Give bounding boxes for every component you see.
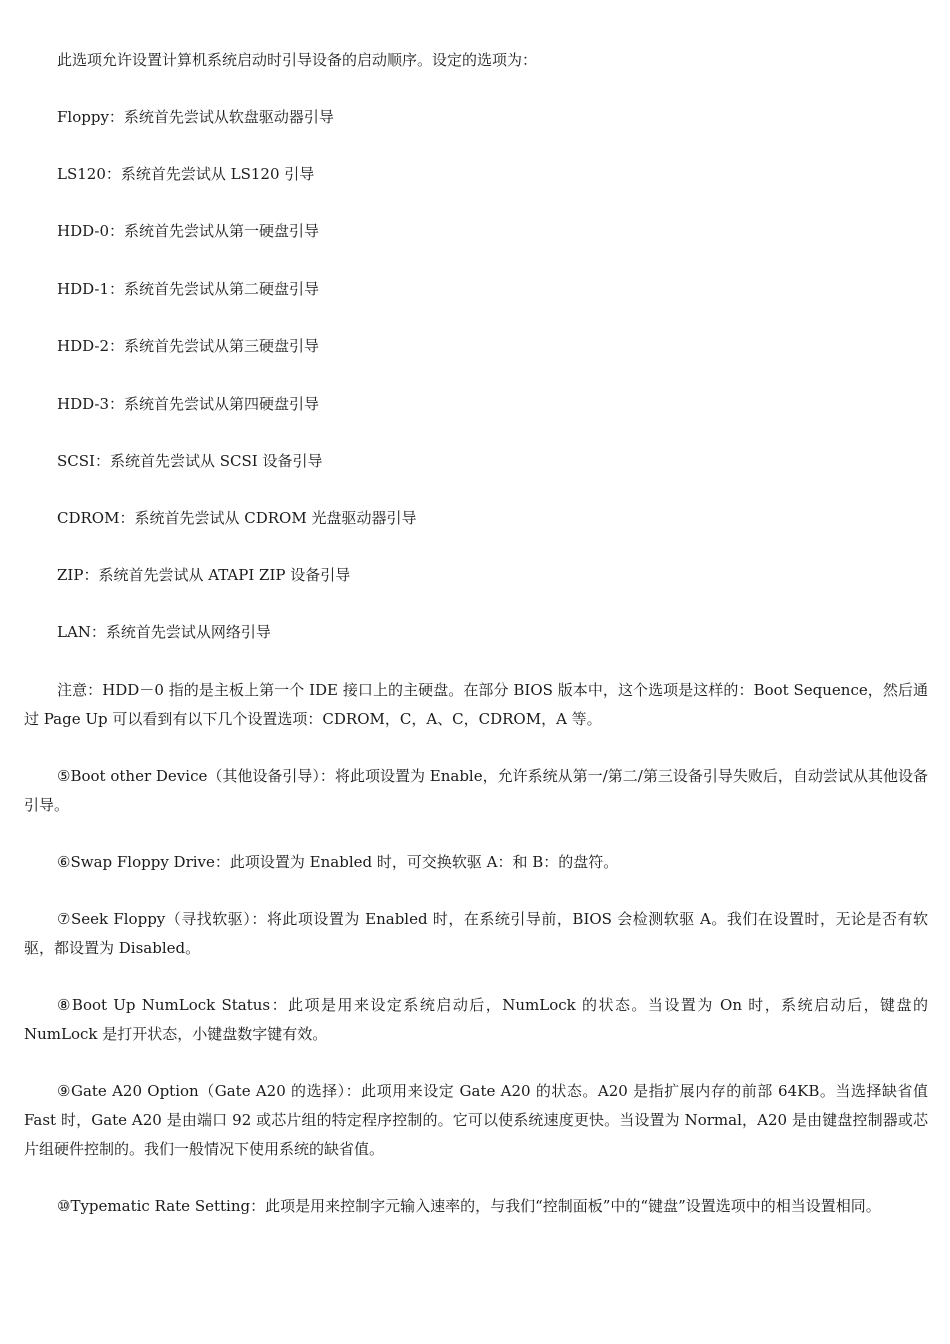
intro-text: 此选项允许设置计算机系统启动时引导设备的启动顺序。设定的选项为： [57, 51, 538, 69]
boot-option-zip: ZIP：系统首先尝试从 ATAPI ZIP 设备引导 [57, 566, 351, 584]
boot-option-hdd3: HDD-3：系统首先尝试从第四硬盘引导 [57, 395, 320, 413]
boot-option-hdd1: HDD-1：系统首先尝试从第二硬盘引导 [57, 280, 320, 298]
swap-floppy-paragraph: ⑥Swap Floppy Drive：此项设置为 Enabled 时，可交换软驱 A：和 B：的盘符。 [57, 853, 619, 871]
boot-option-hdd0: HDD-0：系统首先尝试从第一硬盘引导 [57, 222, 320, 240]
seek-floppy-paragraph: ⑦Seek Floppy（寻找软驱）：将此项设置为 Enabled 时，在系统引导前，BIOS 会检测软驱 A。我们在设置时，无论是否有软驱，都设置为 Disabled。 [24, 910, 928, 957]
typematic-rate-paragraph: ⑩Typematic Rate Setting：此项是用来控制字元输入速率的，与我们“控制面板”中的“键盘”设置选项中的相当设置相同。 [57, 1197, 881, 1215]
boot-option-cdrom: CDROM：系统首先尝试从 CDROM 光盘驱动器引导 [57, 509, 417, 527]
boot-other-device-paragraph: ⑤Boot other Device（其他设备引导）：将此项设置为 Enable，允许系统从第一/第二/第三设备引导失败后，自动尝试从其他设备引导。 [24, 767, 928, 814]
boot-option-scsi: SCSI：系统首先尝试从 SCSI 设备引导 [57, 452, 323, 470]
boot-option-floppy: Floppy：系统首先尝试从软盘驱动器引导 [57, 108, 334, 126]
boot-option-hdd2: HDD-2：系统首先尝试从第三硬盘引导 [57, 337, 320, 355]
numlock-status-paragraph: ⑧Boot Up NumLock Status：此项是用来设定系统启动后，NumLock 的状态。当设置为 On 时，系统启动后，键盘的 NumLock 是打开状态，小键盘数字键有效。 [24, 996, 928, 1043]
boot-option-lan: LAN：系统首先尝试从网络引导 [57, 623, 271, 641]
gate-a20-paragraph: ⑨Gate A20 Option（Gate A20 的选择）：此项用来设定 Gate A20 的状态。A20 是指扩展内存的前部 64KB。当选择缺省值 Fast 时，Gate A20 是由端口 92 或芯片组的特定程序控制的。它可以使系统速度更快。当设置为 Normal，A20 是由键盘控制器或芯片组硬件控制的。我们一般情况下使用系统的缺省值。 [24, 1082, 928, 1158]
note-paragraph: 注意：HDD－0 指的是主板上第一个 IDE 接口上的主硬盘。在部分 BIOS 版本中，这个选项是这样的：Boot Sequence，然后通过 Page Up 可以看到有以下几个设置选项：CDROM，C，A、C，CDROM，A 等。 [24, 681, 928, 728]
boot-option-ls120: LS120：系统首先尝试从 LS120 引导 [57, 165, 315, 183]
